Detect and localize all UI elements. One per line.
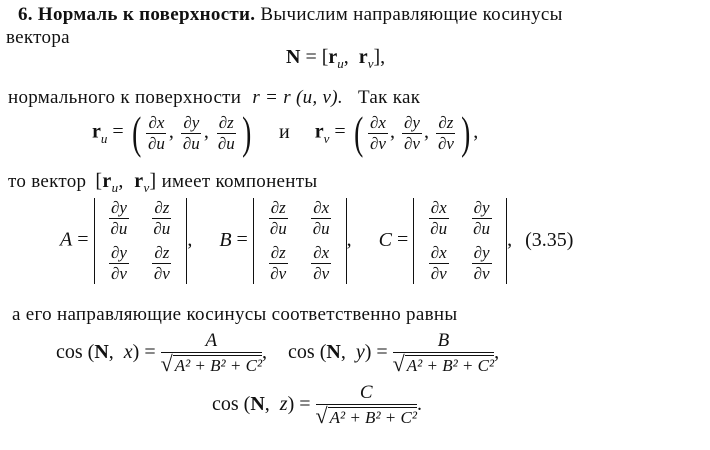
num-dz-2: ∂z xyxy=(438,112,454,132)
heading-title: Нормаль к поверхности. xyxy=(37,4,256,25)
symbol-r: r xyxy=(328,46,338,68)
sub-u: u xyxy=(337,56,344,71)
num-dx-2: ∂x xyxy=(370,112,386,132)
and-word: и xyxy=(279,120,290,143)
cos-y-fraction: $\frac{B}{\text{√ A² + B² + C²}}$ xyxy=(392,330,495,376)
normal-vector-formula: $N = [r_u$, $r_v$], xyxy=(286,46,386,71)
symbol-r-2: r xyxy=(358,46,368,68)
sub-u-3: u xyxy=(111,180,119,195)
num-dy: ∂y xyxy=(183,112,200,132)
determinant-b: $\frac{\partial z}{\partial u}$ $\frac{\partial x}{\partial u}$ $\frac{\partial z}{\partial v}$ $\frac{\partial x}{\partial v}$ xyxy=(253,198,347,284)
partial-derivatives-formula: $r_u$ = ( $\frac{\partial x}{\partial u}$ , $\frac{\partial y}{\partial u}$ , $\frac{\partial z}{\partial u}$ ) и $r_v$ = ( $\frac{\partial x}{\partial v}$ , $\frac{\partial y}{\partial v}$ , $\frac{\partial z}{\partial v}$ ) , xyxy=(92,107,479,158)
sub-v-2: v xyxy=(323,130,330,146)
cos-y-label: cos (N, y) xyxy=(288,341,372,364)
determinant-c: $\frac{\partial x}{\partial u}$ $\frac{\partial y}{\partial u}$ $\frac{\partial x}{\partial v}$ $\frac{\partial y}{\partial v}$ xyxy=(413,198,507,284)
determinant-a: $\frac{\partial y}{\partial u}$ $\frac{\partial z}{\partial u}$ $\frac{\partial y}{\partial v}$ $\frac{\partial z}{\partial v}$ xyxy=(94,198,188,284)
cos-formula-row-1: cos (N, x) = $\frac{A}{\text{√ A² + B² + C²}}$ , cos (N, y) = $\frac{B}{\text{√ A² + B² + C²}}$ , xyxy=(56,330,500,376)
cos-x-fraction: $\frac{A}{\text{√ A² + B² + C²}}$ xyxy=(160,330,263,376)
equation-number: (3.35) xyxy=(525,228,574,251)
den-dv-3: ∂v xyxy=(437,133,454,153)
symbol-c: C xyxy=(378,228,392,251)
normal-text: нормального к поверхности xyxy=(8,87,242,108)
vector-text: то вектор xyxy=(8,171,87,192)
surface-line xyxy=(8,87,420,109)
surface-equation: r = r (u, v). xyxy=(252,87,343,108)
vector-line: то вектор [$r_u$, $r_v$] имеет компоненты xyxy=(8,170,318,195)
den-du-2: ∂u xyxy=(182,133,200,153)
section-heading xyxy=(18,4,563,26)
den-dv: ∂v xyxy=(370,133,386,153)
symbol-a: A xyxy=(60,228,73,251)
symbol-n: N xyxy=(286,46,301,68)
has-components-text: имеет компоненты xyxy=(161,171,318,192)
heading-number: 6. xyxy=(18,4,33,25)
den-du-3: ∂u xyxy=(217,133,235,153)
sub-v-3: v xyxy=(143,180,150,195)
intro-text: Вычислим направляющие косинусы xyxy=(260,4,563,25)
num-dz: ∂z xyxy=(218,112,234,132)
den-du: ∂u xyxy=(148,133,165,153)
cos-text: а его направляющие косинусы соответственно равны xyxy=(12,304,458,325)
num-dy-2: ∂y xyxy=(403,112,420,132)
den-dv-2: ∂v xyxy=(403,133,420,153)
symbol-b: B xyxy=(219,228,232,251)
cos-z-fraction: $\frac{C}{\text{√ A² + B² + C²}}$ xyxy=(315,382,417,428)
cos-x-label: cos (N, x) xyxy=(56,341,140,364)
intro-text-2: вектора xyxy=(6,27,70,48)
sub-v: v xyxy=(367,56,374,71)
cos-z-label: cos (N, z) xyxy=(212,393,295,416)
num-dx: ∂x xyxy=(148,112,165,132)
tak-kak-text: Так как xyxy=(357,87,421,108)
sub-u-2: u xyxy=(100,130,108,146)
determinants-formula: A = $\frac{\partial y}{\partial u}$ $\frac{\partial z}{\partial u}$ $\frac{\partial y}{\partial v}$ $\frac{\partial z}{\partial v}$ , B = $\frac{\partial z}{\partial u}$ $\frac{\partial x}{\partial u}$ $\frac{\partial z}{\partial v}$ $\frac{\partial x}{\partial v}$ , C = $\frac{\partial x}{\partial u}$ $\frac{\partial y}{\partial u}$ $\frac{\partial x}{\partial v}$ $\frac{\partial y}{\partial v}$ , (3.35) xyxy=(60,198,574,283)
cos-formula-row-2: cos (N, z) = $\frac{C}{\text{√ A² + B² + C²}}$ . xyxy=(212,382,422,428)
